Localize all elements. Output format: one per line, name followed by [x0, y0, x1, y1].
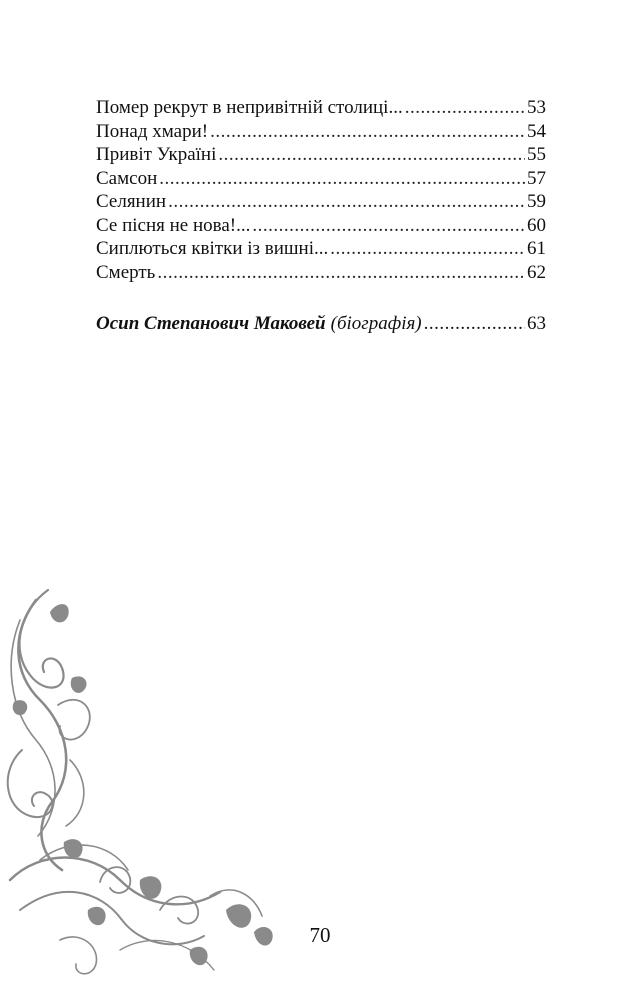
biography-note: (біографія) [330, 313, 422, 334]
toc-entry[interactable] [96, 120, 546, 144]
toc-leader-dots [330, 237, 525, 261]
toc-leader-dots [210, 120, 525, 144]
toc-leader-dots [168, 190, 525, 214]
toc-leader-dots [405, 96, 525, 120]
toc-entry-title: Помер рекрут в непривітній столиці... [96, 97, 403, 118]
page-number: 70 [309, 923, 331, 947]
toc-entry[interactable] [96, 237, 546, 261]
toc-entry-title: Самсон [96, 167, 158, 189]
toc-entry[interactable] [96, 96, 546, 120]
toc-entry[interactable] [96, 214, 546, 238]
toc-entry-title: Сиплються квітки із вишні... [96, 238, 329, 259]
biography-page: 63 [527, 313, 546, 334]
toc-leader-dots [252, 214, 525, 238]
toc-entry-biography[interactable] [96, 312, 546, 336]
toc-entry-title: Привіт Україні [96, 144, 217, 165]
toc-entry-page: 57 [527, 167, 546, 189]
toc-entry-page: 60 [527, 214, 546, 236]
toc-leader-dots [218, 143, 525, 167]
biography-author-name: Осип Степанович Маковей [96, 313, 326, 334]
toc-entry-page: 54 [527, 120, 546, 142]
toc-entry-title: Се пісня не нова!... [96, 214, 251, 236]
toc-leader-dots [157, 261, 525, 285]
toc-entry[interactable] [96, 167, 546, 191]
toc-entry-title: Смерть [96, 261, 156, 283]
toc-entry-page: 59 [527, 191, 546, 212]
toc-entry[interactable] [96, 190, 546, 214]
table-of-contents [96, 96, 546, 284]
toc-entry[interactable] [96, 143, 546, 167]
toc-entry-page: 62 [527, 261, 546, 283]
toc-leader-dots [159, 167, 525, 191]
floral-corner-ornament-icon [0, 580, 300, 1000]
toc-entry-page: 53 [527, 97, 546, 118]
toc-entry-title: Селянин [96, 191, 167, 212]
toc-entry[interactable] [96, 261, 546, 285]
toc-entry-page: 61 [527, 238, 546, 259]
toc-leader-dots [424, 312, 525, 336]
toc-entry-page: 55 [527, 144, 546, 165]
toc-entry-title: Понад хмари! [96, 120, 209, 142]
